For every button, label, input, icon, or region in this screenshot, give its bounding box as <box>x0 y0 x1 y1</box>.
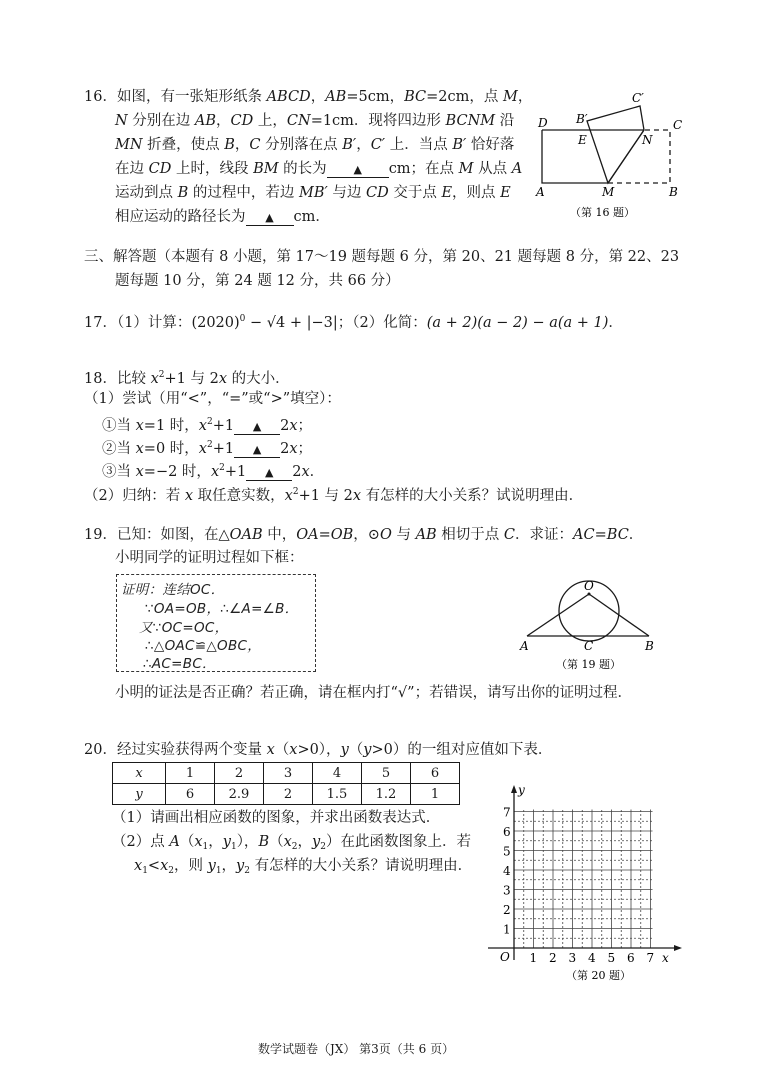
triangle-icon: ▲ <box>252 420 262 433</box>
q16-line-1: 16．如图，有一张矩形纸条 ABCD，AB=5cm，BC=2cm，点 M， <box>84 89 533 105</box>
q19-given: 19．已知：如图，在△OAB 中，OA=OB，⊙O 与 AB 相切于点 C．求证：AC=BC． <box>84 527 644 543</box>
label-n: N <box>642 133 653 147</box>
section-3-header-line-1: 三、解答题（本题有 8 小题，第 17～19 题每题 6 分，第 20、21 题每题 8 分，第 22、23 <box>84 249 680 265</box>
q18-induction: （2）归纳：若 x 取任意实数，$x^2+1$ 与 2x 有怎样的大小关系？试说明理由． <box>84 487 584 504</box>
label-c: C <box>673 118 683 132</box>
q19-figure <box>512 558 662 674</box>
q20-intro: 20．经过实验获得两个变量 x（x>0），y（y>0）的一组对应值如下表． <box>84 742 553 758</box>
x-tick-label: 2 <box>549 951 557 965</box>
value-table <box>112 762 460 805</box>
figure-16-caption: （第 16 题） <box>570 206 635 219</box>
rect-solid-edges <box>542 130 608 183</box>
page-footer: 数学试题卷（JX） 第3页（共 6 页） <box>258 1042 455 1056</box>
figure-20-caption: （第 20 题） <box>566 969 631 982</box>
question-17: 17．（1）计算：$(2020)^0 - √4 + |-3|$；（2）化简：(a + 2)(a − 2) − a(a + 1)． <box>84 314 623 331</box>
y-tick-label: 6 <box>503 825 511 839</box>
segment-ob <box>589 594 649 636</box>
y-axis-label: y <box>518 783 525 797</box>
label-b: B <box>669 185 678 199</box>
q16-line-4: 在边 CD 上时，线段 BM 的长为 ▲ cm；在点 M 从点 A <box>115 161 523 177</box>
q20-part-1: （1）请画出相应函数的图象，并求出函数表达式． <box>112 810 441 826</box>
answer-blank[interactable] <box>246 210 294 226</box>
answer-blank[interactable] <box>234 419 280 435</box>
label-m: M <box>602 185 615 199</box>
triangle-icon: ▲ <box>265 466 274 479</box>
answer-blank[interactable] <box>327 162 389 178</box>
label-b-prime: B′ <box>576 112 588 126</box>
q19-intro: 小明同学的证明过程如下框： <box>115 550 304 566</box>
x-tick-label: 6 <box>627 951 635 965</box>
proof-line: ∴AC=BC． <box>143 656 216 672</box>
label-c: C <box>584 639 594 653</box>
q20-grid-figure <box>486 780 686 986</box>
y-tick-label: 1 <box>503 922 511 937</box>
q18-case-2: ②当 x=0 时，$x^2+1$ ▲ 2x； <box>102 440 312 457</box>
triangle-icon: ▲ <box>353 163 362 176</box>
table-row-y: y 6 2.9 2 1.5 1.2 1 <box>113 784 460 805</box>
label-d: D <box>538 116 548 130</box>
q17-expr-2: (a + 2)(a − 2) − a(a + 1) <box>426 315 609 331</box>
origin-label: O <box>500 950 510 964</box>
q16-line-6: 相应运动的路径长为 ▲ cm． <box>115 209 330 225</box>
q16-figure <box>530 86 690 226</box>
x-tick-label: 7 <box>646 951 655 965</box>
answer-blank[interactable] <box>246 465 292 481</box>
x-axis-arrow-icon <box>674 945 682 951</box>
x-axis-label: x <box>662 951 669 965</box>
table-row-x: x 1 2 3 4 5 6 <box>113 763 460 784</box>
proof-line: 又∵OC=OC， <box>139 620 229 636</box>
y-tick-label: 4 <box>503 864 511 878</box>
x-tick-label: 4 <box>588 951 596 965</box>
triangle-icon: ▲ <box>252 443 262 456</box>
q18-try: （1）尝试（用“<”，“=”或“>”填空）： <box>84 391 341 407</box>
y-tick-label: 5 <box>503 844 511 859</box>
x-tick-label: 1 <box>529 951 538 965</box>
proof-box[interactable] <box>116 574 316 672</box>
y-axis-arrow-icon <box>511 785 517 793</box>
x-tick-label: 3 <box>568 951 577 965</box>
figure-19-caption: （第 19 题） <box>556 658 621 671</box>
q18-number: 18． <box>84 371 117 387</box>
segment-oa <box>527 594 589 636</box>
q19-number: 19． <box>84 527 117 543</box>
y-tick-label: 7 <box>503 805 511 820</box>
q20-part-2-cont: $x_1<x_2$，则 $y_1$，$y_2$ 有怎样的大小关系？请说明理由． <box>134 858 473 876</box>
answer-blank[interactable] <box>234 442 280 458</box>
label-e: E <box>578 133 587 147</box>
q17-number: 17． <box>84 315 117 331</box>
label-a: A <box>536 185 545 199</box>
q17-expr-1: (2020) <box>191 315 240 331</box>
q16-line-3: MN 折叠，使点 B，C 分别落在点 B′，C′ 上．当点 B′ 恰好落 <box>115 137 515 153</box>
q16-line-5: 运动到点 B 的过程中，若边 MB′ 与边 CD 交于点 E，则点 E <box>115 185 511 201</box>
q16-line-2: N 分别在边 AB，CD 上，CN=1cm．现将四边形 BCNM 沿 <box>115 113 515 129</box>
q20-number: 20． <box>84 742 117 758</box>
label-a: A <box>520 639 529 653</box>
y-tick-label: 3 <box>503 883 511 898</box>
y-tick-labels <box>503 806 511 937</box>
q18-case-3: ③当 x=−2 时，$x^2+1$ ▲ 2x． <box>102 463 325 480</box>
grid-lines <box>514 810 653 949</box>
proof-line: ∴△OAC≌△OBC， <box>145 638 262 654</box>
label-c-prime: C′ <box>632 91 644 105</box>
triangle-icon: ▲ <box>265 211 274 224</box>
proof-line: 证明：连结OC． <box>121 582 225 598</box>
q18-intro: 18．比较 $x^2+1$ 与 2x 的大小． <box>84 370 290 387</box>
section-3-header-line-2: 题每题 10 分，第 24 题 12 分，共 66 分） <box>115 273 400 289</box>
label-b: B <box>645 639 654 653</box>
x-tick-labels <box>530 951 655 965</box>
label-o: O <box>584 579 594 593</box>
fold-line-mn <box>608 130 644 183</box>
x-tick-label: 5 <box>607 951 616 965</box>
q19-question: 小明的证法是否正确？若正确，请在框内打“√”；若错误，请写出你的证明过程． <box>115 685 633 701</box>
proof-line: ∵OA=OB，∴∠A=∠B． <box>145 601 299 617</box>
q18-case-1: ①当 x=1 时，$x^2+1$ ▲ 2x； <box>102 417 312 434</box>
q20-part-2: （2）点 $A(x_1$，$y_1$），$B(x_2$，$y_2$）在此函数图象上．若 <box>112 834 471 852</box>
q16-number: 16． <box>84 89 117 105</box>
y-tick-label: 2 <box>503 903 511 917</box>
